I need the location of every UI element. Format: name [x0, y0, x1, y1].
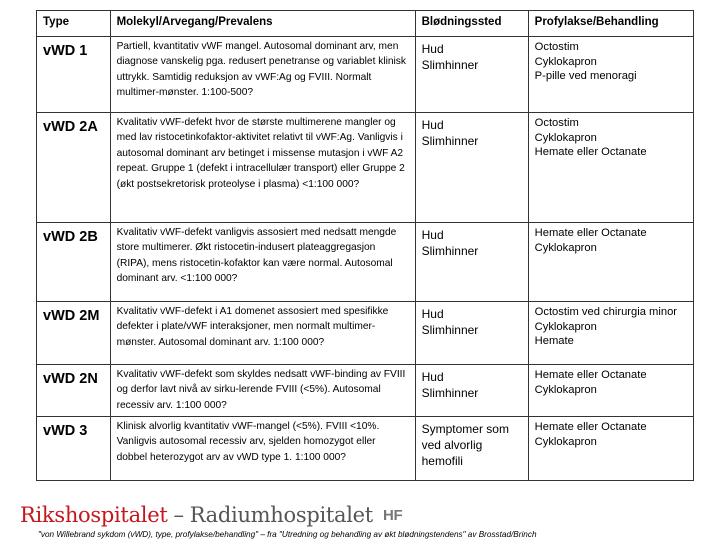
table-row: [37, 113, 694, 223]
source-caption: "von Willebrand sykdom (vWD), type, profylakse/behandling" – fra "Utredning og behandling av økt blødningstendens" av Brosstad/Brinch: [38, 530, 537, 539]
hospital-logo: [20, 500, 402, 530]
treatment-item: Cyklokapron: [534, 55, 597, 68]
treatment-item: Cyklokapron: [534, 131, 597, 144]
header-type: Type: [37, 11, 111, 37]
header-molecular: Molekyl/Arvegang/Prevalens: [110, 11, 415, 37]
logo-hf: HF: [382, 506, 403, 524]
cell-type: vWD 2N: [37, 365, 111, 417]
cell-type: vWD 1: [37, 37, 111, 113]
bleeding-site: Slimhinner: [421, 323, 479, 337]
treatment-item: Hemate eller Octanate: [534, 227, 647, 239]
bleeding-site: Slimhinner: [421, 134, 479, 148]
bleeding-site: Slimhinner: [421, 58, 479, 72]
logo-rikshospitalet: Rikshospitalet: [20, 503, 168, 527]
cell-bleeding: [415, 223, 528, 302]
cell-type: vWD 2B: [37, 223, 111, 302]
cell-type: vWD 2M: [37, 302, 111, 365]
cell-treatment: [528, 113, 693, 223]
bleeding-site: Hud: [421, 307, 444, 321]
treatment-item: Cyklokapron: [534, 320, 597, 333]
cell-molecular: Partiell, kvantitativ vWF mangel. Autosomal dominant arv, men diagnose vanskelig pga. redusert penetranse og variablet klinisk uttrykk. Samtidig reduksjon av vWF:Ag og FVIII. Normalt multimer-mønster. 1:100-500?: [110, 37, 415, 113]
cell-bleeding: [415, 417, 528, 481]
bleeding-site: Hud: [421, 228, 444, 242]
cell-molecular: Klinisk alvorlig kvantitativ vWF-mangel (<5%). FVIII <10%. Vanligvis autosomal recessiv arv, sjelden homozygot eller dobbel heterozygot arv av vWD type 1. 1:100 000?: [110, 417, 415, 481]
cell-type: vWD 3: [37, 417, 111, 481]
treatment-item: Octostim ved chirurgia minor: [534, 306, 678, 318]
treatment-item: Hemate eller Octanate: [534, 369, 647, 381]
bleeding-site: ved alvorlig: [421, 438, 483, 452]
table-header-row: [37, 11, 694, 37]
cell-bleeding: [415, 365, 528, 417]
bleeding-site: Hud: [421, 42, 444, 56]
table-row: [37, 417, 694, 481]
bleeding-site: Hud: [421, 370, 444, 384]
treatment-item: Cyklokapron: [534, 241, 597, 254]
vwd-table-container: [36, 10, 694, 481]
logo-dash: –: [173, 503, 184, 527]
treatment-item: P-pille ved menoragi: [534, 70, 637, 82]
treatment-item: Hemate: [534, 335, 574, 347]
treatment-item: Octostim: [534, 117, 579, 129]
bleeding-site: Slimhinner: [421, 244, 479, 258]
cell-treatment: [528, 417, 693, 481]
vwd-table: [36, 10, 694, 481]
cell-molecular: Kvalitativ vWF-defekt vanligvis assosiert med nedsatt mengde store multimerer. Økt ristocetin-indusert plateaggregasjon (RIPA), mens ristocetin-kofaktor kan være normal. Autosomal dominant arv. <1:100 000?: [110, 223, 415, 302]
bleeding-site: Symptomer som: [421, 422, 509, 436]
bleeding-site: hemofili: [421, 454, 463, 468]
treatment-item: Octostim: [534, 41, 579, 53]
cell-molecular: Kvalitativ vWF-defekt som skyldes nedsatt vWF-binding av FVIII og derfor lavt nivå av sirku-lerende FVIII (<5%). Autosomal recessiv arv. 1:100 000?: [110, 365, 415, 417]
treatment-item: Cyklokapron: [534, 383, 597, 396]
table-body: [37, 37, 694, 481]
header-bleeding: Blødningssted: [415, 11, 528, 37]
cell-bleeding: [415, 113, 528, 223]
cell-bleeding: [415, 37, 528, 113]
logo-radiumhospitalet: Radiumhospitalet: [189, 503, 373, 527]
treatment-item: Hemate eller Octanate: [534, 421, 647, 433]
treatment-item: Hemate eller Octanate: [534, 146, 647, 158]
table-row: [37, 302, 694, 365]
bleeding-site: Hud: [421, 118, 444, 132]
cell-molecular: Kvalitativ vWF-defekt i A1 domenet assosiert med spesifikke defekter i plate/vWF interaksjoner, men normalt multimer-mønster. Autosomal dominant arv. 1:100 000?: [110, 302, 415, 365]
cell-treatment: [528, 37, 693, 113]
table-row: [37, 223, 694, 302]
cell-treatment: [528, 365, 693, 417]
bleeding-site: Slimhinner: [421, 386, 479, 400]
treatment-item: Cyklokapron: [534, 435, 597, 448]
cell-bleeding: [415, 302, 528, 365]
table-row: [37, 365, 694, 417]
cell-molecular: Kvalitativ vWF-defekt hvor de største multimerene mangler og med lav ristocetinkofaktor-aktivitet relativt til vWF:Ag. Vanligvis i autosomal dominant arv betinget i missense mutasjon i vWF A2 repeat. Gruppe 1 (defekt i intracellulær transport) eller Gruppe 2 (økt postsekretorisk proteolyse i plasma) <1:100 000?: [110, 113, 415, 223]
header-treatment: Profylakse/Behandling: [528, 11, 693, 37]
cell-treatment: [528, 223, 693, 302]
table-row: [37, 37, 694, 113]
cell-type: vWD 2A: [37, 113, 111, 223]
cell-treatment: [528, 302, 693, 365]
